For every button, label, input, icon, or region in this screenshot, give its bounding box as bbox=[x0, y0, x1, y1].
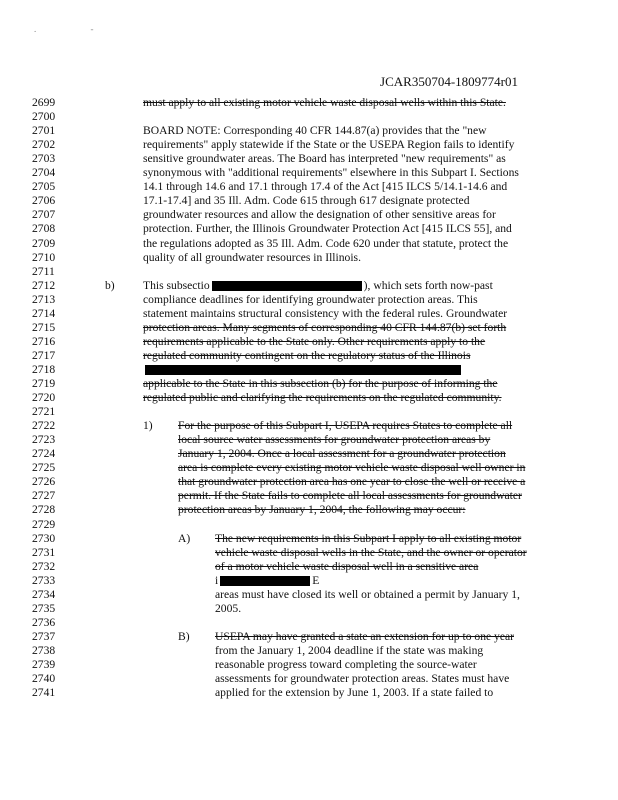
line-text-part: quality of all groundwater resources in Illinois. bbox=[143, 250, 361, 264]
document-line bbox=[0, 377, 618, 391]
redaction-bar bbox=[212, 281, 362, 291]
document-line bbox=[0, 574, 618, 588]
line-text bbox=[143, 293, 478, 307]
document-line bbox=[0, 461, 618, 475]
line-number: 2739 bbox=[32, 658, 56, 671]
line-text bbox=[143, 166, 519, 180]
document-line bbox=[0, 251, 618, 265]
document-line bbox=[0, 602, 618, 616]
line-text-part: requirements applicable to the State only. Other requirements apply to the bbox=[143, 334, 486, 348]
line-text-part: January 1, 2004. Once a local assessment for a groundwater protection bbox=[178, 447, 506, 461]
line-text-part: BOARD NOTE: Corresponding 40 CFR 144.87(a) provides that the "new bbox=[143, 124, 487, 138]
line-text-part: regulated public and clarifying the requirements on the regulated community. bbox=[143, 391, 502, 405]
document-line bbox=[0, 237, 618, 251]
list-marker: A) bbox=[178, 531, 191, 545]
line-text-part: must apply to all existing motor vehicle waste disposal wells within this State. bbox=[143, 96, 506, 109]
line-number: 2724 bbox=[32, 447, 56, 461]
line-number: 2725 bbox=[32, 461, 56, 475]
line-number: 2704 bbox=[32, 166, 56, 180]
line-text-part: areas must have closed its well or obtained a permit by January 1, bbox=[215, 587, 520, 601]
redaction-bar bbox=[145, 365, 461, 375]
line-text bbox=[178, 489, 522, 503]
document-line bbox=[0, 644, 618, 658]
list-marker: B) bbox=[178, 629, 190, 643]
document-line bbox=[0, 293, 618, 307]
line-text bbox=[143, 251, 361, 265]
line-text-part: reasonable progress toward completing the source-water bbox=[215, 658, 477, 671]
line-text bbox=[143, 208, 496, 222]
line-text-part: This subsectio bbox=[143, 278, 210, 292]
line-text-part: protection areas by January 1, 2004, the following may occur: bbox=[178, 503, 466, 517]
document-code: JCAR350704-1809774r01 bbox=[380, 74, 518, 89]
document-line bbox=[0, 560, 618, 574]
document-line bbox=[0, 672, 618, 686]
document-line bbox=[0, 588, 618, 602]
document-line bbox=[0, 489, 618, 503]
document-line bbox=[0, 391, 618, 405]
line-text bbox=[215, 686, 493, 700]
line-number: 2737 bbox=[32, 629, 56, 643]
document-line bbox=[0, 475, 618, 489]
document-line bbox=[0, 405, 618, 419]
document-line bbox=[0, 307, 618, 321]
line-text bbox=[143, 307, 507, 321]
line-text bbox=[143, 363, 463, 377]
document-line bbox=[0, 138, 618, 152]
line-text-part: assessments for groundwater protection areas. States must have bbox=[215, 672, 510, 686]
line-number: 2729 bbox=[32, 517, 56, 531]
list-marker: 1) bbox=[143, 419, 153, 433]
line-text bbox=[143, 321, 506, 335]
document-line bbox=[0, 166, 618, 180]
line-text-part: 2005. bbox=[215, 601, 242, 615]
line-text bbox=[215, 602, 241, 616]
line-number: 2728 bbox=[32, 503, 56, 517]
line-text-part: that groundwater protection area has one year to close the well or receive a bbox=[178, 475, 526, 489]
line-text bbox=[143, 96, 506, 110]
line-text-part: permit. If the State fails to complete all local assessments for groundwater bbox=[178, 489, 522, 503]
line-text bbox=[143, 124, 487, 138]
line-text bbox=[143, 377, 498, 391]
document-line bbox=[0, 222, 618, 236]
line-number: 2727 bbox=[32, 489, 56, 503]
line-text bbox=[215, 588, 520, 602]
line-text bbox=[178, 433, 490, 447]
line-number: 2715 bbox=[32, 320, 56, 334]
document-line bbox=[0, 686, 618, 700]
line-text bbox=[215, 546, 527, 560]
line-text bbox=[143, 222, 512, 236]
line-number: 2735 bbox=[32, 601, 56, 615]
document-line bbox=[0, 433, 618, 447]
line-number: 2706 bbox=[32, 194, 56, 208]
line-number: 2733 bbox=[32, 573, 56, 587]
document-line bbox=[0, 208, 618, 222]
line-number: 2726 bbox=[32, 475, 56, 489]
list-marker: b) bbox=[105, 278, 115, 292]
line-text-part: vehicle waste disposal wells in the State, and the owner or operator bbox=[215, 545, 527, 559]
document-line bbox=[0, 321, 618, 335]
line-number: 2717 bbox=[32, 348, 56, 362]
line-text-part: regulated community contingent on the regulatory status of the Illinois bbox=[143, 348, 471, 362]
line-text bbox=[143, 349, 470, 363]
line-text bbox=[143, 152, 506, 166]
line-text-part: ), which sets forth now-past bbox=[363, 278, 493, 292]
line-text-part: compliance deadlines for identifying groundwater protection areas. This bbox=[143, 292, 478, 306]
document-line bbox=[0, 349, 618, 363]
line-text bbox=[143, 391, 502, 405]
line-text bbox=[178, 503, 466, 517]
document-line bbox=[0, 152, 618, 166]
line-text-part: 14.1 through 14.6 and 17.1 through 17.4 of the Act [415 ILCS 5/14.1-14.6 and bbox=[143, 180, 508, 194]
line-text-part: 17.1-17.4] and 35 Ill. Adm. Code 615 through 617 designate protected bbox=[143, 194, 470, 208]
line-text-part: groundwater resources and allow the designation of other sensitive areas for bbox=[143, 208, 496, 222]
document-line bbox=[0, 630, 618, 644]
line-number: 2720 bbox=[32, 391, 56, 405]
document-line bbox=[0, 194, 618, 208]
line-text bbox=[215, 560, 478, 574]
line-number: 2699 bbox=[32, 96, 56, 109]
line-text-part: protection areas. Many segments of corresponding 40 CFR 144.87(b) set forth bbox=[143, 320, 507, 334]
document-line bbox=[0, 335, 618, 349]
scan-specks: . - bbox=[34, 24, 120, 34]
line-text bbox=[178, 447, 506, 461]
document-line bbox=[0, 279, 618, 293]
document-line bbox=[0, 110, 618, 124]
line-text bbox=[215, 672, 509, 686]
line-number: 2711 bbox=[32, 264, 55, 278]
line-text-part: area is complete every existing motor vehicle waste disposal well owner in bbox=[178, 461, 526, 475]
document-line bbox=[0, 265, 618, 279]
line-number: 2718 bbox=[32, 362, 56, 376]
line-text bbox=[215, 644, 483, 658]
document-line bbox=[0, 532, 618, 546]
line-number: 2734 bbox=[32, 587, 56, 601]
line-number: 2703 bbox=[32, 152, 56, 166]
line-number: 2730 bbox=[32, 531, 56, 545]
line-text-part: the regulations adopted as 35 Ill. Adm. Code 620 under that statute, protect the bbox=[143, 236, 509, 250]
line-number: 2738 bbox=[32, 643, 56, 657]
line-number: 2708 bbox=[32, 222, 56, 236]
document-line bbox=[0, 658, 618, 672]
line-number: 2702 bbox=[32, 138, 56, 152]
line-number: 2732 bbox=[32, 559, 56, 573]
line-text bbox=[143, 279, 493, 293]
line-text-part: from the January 1, 2004 deadline if the state was making bbox=[215, 643, 484, 657]
line-number: 2723 bbox=[32, 433, 56, 447]
line-text-part: The new requirements in this Subpart I apply to all existing motor bbox=[215, 531, 522, 545]
redaction-bar bbox=[220, 576, 310, 586]
line-text-part: local source water assessments for groundwater protection areas by bbox=[178, 433, 491, 447]
line-text-part: protection. Further, the Illinois Groundwater Protection Act [415 ILCS 55], and bbox=[143, 222, 512, 236]
line-number: 2705 bbox=[32, 180, 56, 194]
line-text-part: synonymous with "additional requirements" elsewhere in this Subpart I. Sections bbox=[143, 166, 519, 180]
line-text-part: USEPA may have granted a state an extension for up to one year bbox=[215, 629, 514, 643]
document-line bbox=[0, 124, 618, 138]
line-number: 2741 bbox=[32, 686, 56, 700]
line-number: 2740 bbox=[32, 672, 56, 686]
line-number: 2716 bbox=[32, 334, 56, 348]
line-number: 2712 bbox=[32, 278, 56, 292]
document-line bbox=[0, 180, 618, 194]
line-text bbox=[215, 658, 477, 672]
line-text-part: E bbox=[312, 573, 320, 587]
line-text bbox=[143, 237, 508, 251]
document-line bbox=[0, 546, 618, 560]
line-text bbox=[143, 138, 514, 152]
line-text bbox=[143, 180, 507, 194]
line-text bbox=[215, 574, 319, 588]
document-line bbox=[0, 447, 618, 461]
line-number: 2701 bbox=[32, 124, 56, 138]
line-text bbox=[178, 475, 525, 489]
line-text bbox=[143, 335, 485, 349]
line-number: 2710 bbox=[32, 250, 56, 264]
line-text-part: of a motor vehicle waste disposal well in a sensitive area bbox=[215, 559, 479, 573]
line-text-part: applicable to the State in this subsection (b) for the purpose of informing the bbox=[143, 377, 498, 390]
line-text-part: applied for the extension by June 1, 2003. If a state failed to bbox=[215, 686, 494, 700]
line-text bbox=[215, 532, 521, 546]
document-line bbox=[0, 503, 618, 517]
line-text-part: statement maintains structural consistency with the federal rules. Groundwater bbox=[143, 306, 508, 320]
document-line bbox=[0, 363, 618, 377]
line-number: 2709 bbox=[32, 236, 56, 250]
document-line bbox=[0, 96, 618, 110]
line-number: 2707 bbox=[32, 208, 56, 222]
line-number: 2714 bbox=[32, 306, 56, 320]
line-text-part: For the purpose of this Subpart I, USEPA requires States to complete all bbox=[178, 419, 513, 433]
line-text bbox=[143, 194, 470, 208]
line-number: 2719 bbox=[32, 377, 56, 390]
line-text bbox=[178, 419, 512, 433]
line-text-part: sensitive groundwater areas. The Board has interpreted "new requirements" as bbox=[143, 152, 506, 166]
line-text bbox=[178, 461, 525, 475]
line-number: 2736 bbox=[32, 615, 56, 629]
line-number: 2721 bbox=[32, 405, 56, 419]
document-line bbox=[0, 419, 618, 433]
line-text bbox=[215, 630, 514, 644]
line-text-part: i bbox=[215, 573, 219, 587]
line-number: 2722 bbox=[32, 419, 56, 433]
document-line bbox=[0, 616, 618, 630]
line-text-part: requirements" apply statewide if the State or the USEPA Region fails to identify bbox=[143, 138, 515, 152]
line-number: 2700 bbox=[32, 110, 56, 124]
line-number: 2713 bbox=[32, 292, 56, 306]
line-number: 2731 bbox=[32, 545, 56, 559]
document-line bbox=[0, 518, 618, 532]
